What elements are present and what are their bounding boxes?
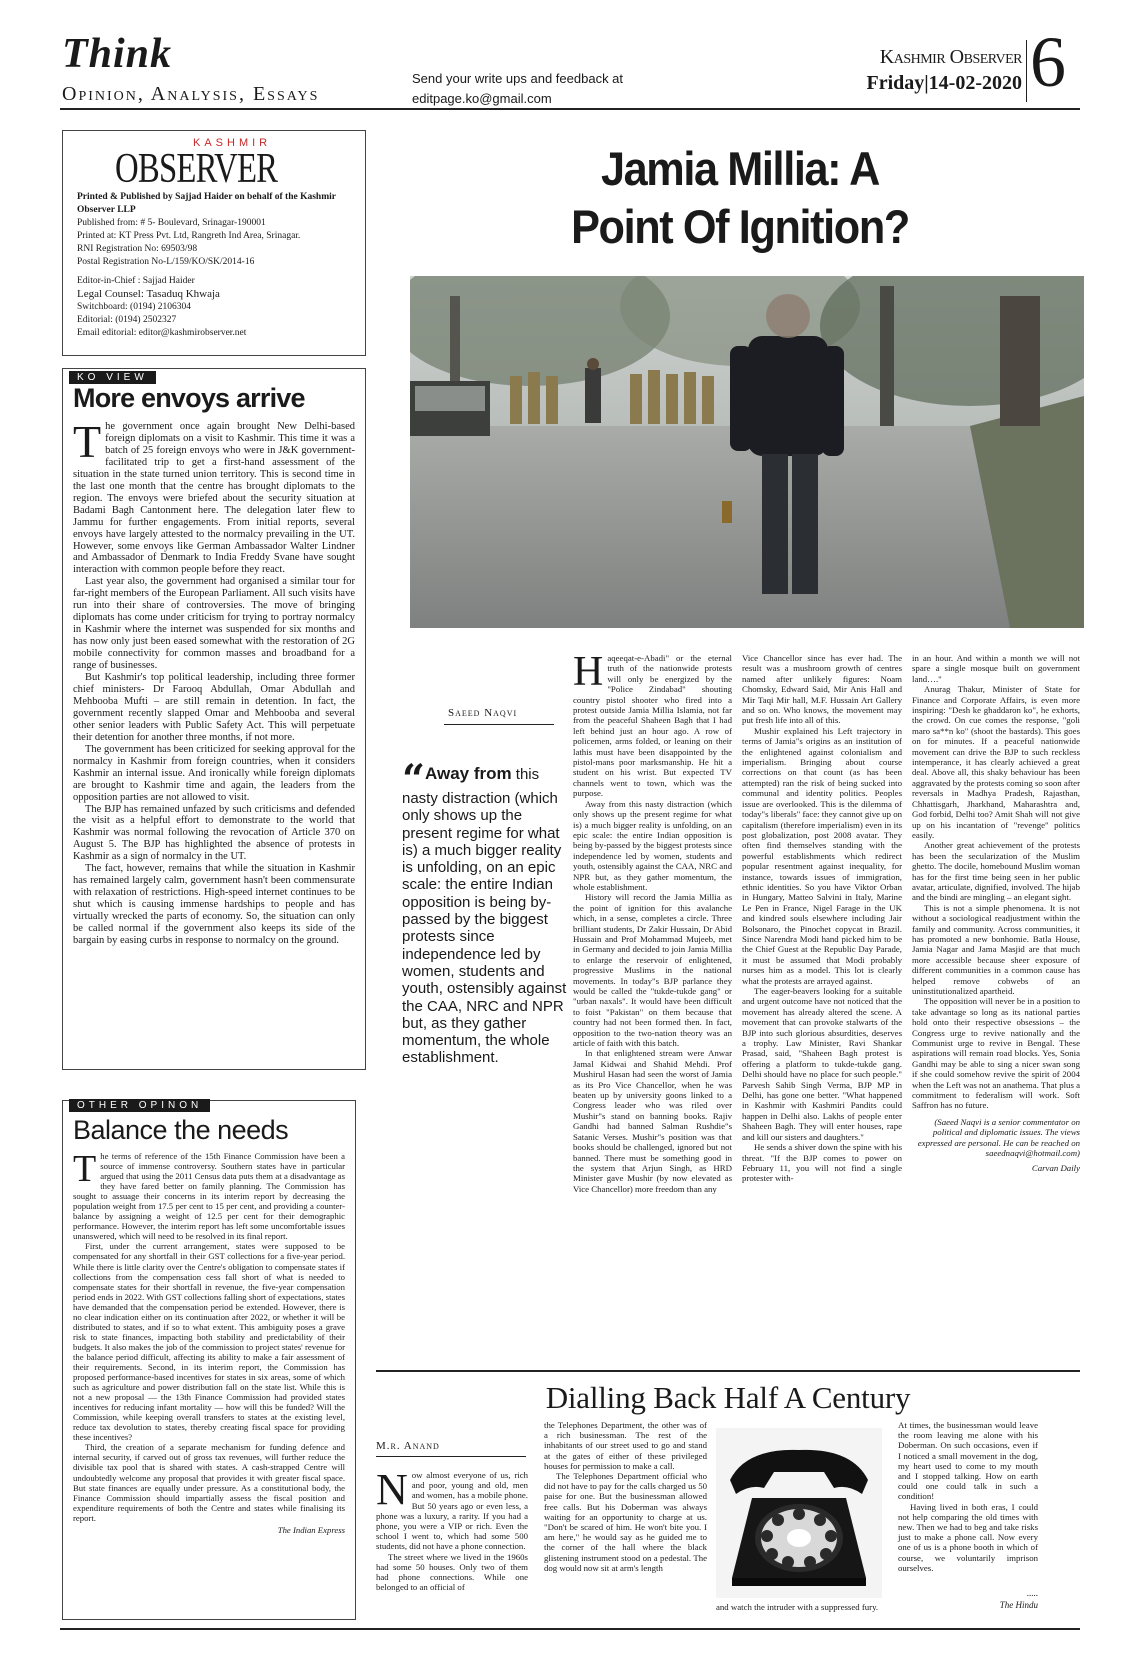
rotary-telephone-photo [716, 1428, 882, 1598]
second-column-4 [898, 1420, 1038, 1573]
lead-column-1 [573, 649, 732, 1194]
other-opinion-paragraph: Third, the creation of a separate mechanism for funding defence and internal security, if carved out of gross tax revenues, will further reduce the divisible tax pool that is shared with states. A cash-strapped Centre will undoubtedly welcome any proposal that provides it with greater fiscal space. But state finances are equally under pressure. As a constitutional body, the Finance Commission should impartially assess the fiscal position and expenditure requirements of both the Centre and states while finalising its report. [73, 1442, 345, 1523]
lead-column-2 [742, 653, 902, 1184]
second-column-3-tail: and watch the intruder with a suppressed fury. [716, 1602, 879, 1612]
ko-view-label-text: KO VIEW [69, 371, 156, 384]
lead-paragraph: The opposition will never be in a position to take advantage so long as its national parties hold onto their respective obsessions – the Congress urge to revive nationally and the Communist urge to revive in Bengal. These aspirations will remain road blocks. Yes, Sonia Gandhi may be able to sing a nicer swan song if she could somehow revive the spirit of 2004 when the Left was not an anathema. That plus a commitment to federalism will work. Soft Saffron has no future. [912, 996, 1080, 1111]
rni-number: RNI Registration No: 69503/98 [77, 244, 198, 254]
issue-date [822, 72, 1022, 95]
ko-view-body [73, 416, 355, 947]
ko-view-label [69, 365, 156, 384]
second-paragraph: Having lived in both eras, I could not help comparing the old times with new. Then we had to beg and take risks just to make a phone call. Now every one of us is a phone booth in which of course, we voluntarily imprison ourselves. [898, 1501, 1038, 1573]
ko-view-paragraph: The fact, however, remains that while the situation in Kashmir has remained largely calm, government hasn't been commensurate with relaxation of restrictions. High-speed internet continues to be shut which is causing immense hardships to people and has virtually wrecked the parts of economy. So, the situation can only be called normal if the government also keeps its side of the bargain by easing curbs in response to normalcy on the ground. [73, 863, 355, 946]
lead-paragraph: Anurag Thakur, Minister of State for Finance and Corporate Affairs, is even more inspiring: "Desh ke ghaddaron ko", he exhorts, the crowd. On cue comes the response, "goli maro sa**n ko" (shoot the bastards). This goes on for minutes. If a peaceful nationwide movement can drive the BJP to such reckless intemperance, it has clearly achieved a great deal. Above all, this shaky behaviour has been aggravated by the protests coming so soon after reversals in Madhya Pradesh, Rajasthan, Chhattisgarh, Jharkhand, Maharashtra and, God forbid, Delhi too? Amit Shah will not give up on his incantation of "revenge" politics easily. [912, 684, 1080, 840]
lead-paragraph: Another great achievement of the protests has been the secularization of the Muslim ghetto. The docile, homebound Muslim woman has for the first time being seen in her public avatar, articulate, dignified, involved. The hijab and the bindi are mingling – an elegant sight. [912, 840, 1080, 903]
page-bottom-rule [60, 1628, 1080, 1630]
switchboard-number: Switchboard: (0194) 2106304 [77, 302, 191, 312]
lead-paragraph: Away from this nasty distraction (which only shows up the present regime for what is) a much bigger reality is unfolding, on an epic scale: the entire Indian opposition is being by-passed by the biggest protests since independence led by women, students and youth, ostensibly against the CAA, NRC and NPR but, as they gather momentum, the whole establishment. [573, 798, 732, 892]
second-source: The Hindu [999, 1600, 1038, 1610]
second-paragraph: The street where we lived in the 1960s had some 50 houses. Only two of them had phone connections. While one belonged to an official of [376, 1551, 528, 1593]
header-vertical-rule [1026, 40, 1027, 102]
date-divider: | [924, 72, 929, 94]
second-column-1 [376, 1465, 528, 1593]
ko-view-paragraph: The BJP has remained unfazed by such criticisms and defended the visit as a helpful effort to demonstrate to the world that Kashmir was normal following the revocation of Article 370 on August 5. The BJP has highlighted the absence of protests in Kashmir as a sign of normalcy in the UT. [73, 803, 355, 863]
lead-headline-line-2: Point Of Ignition? [571, 200, 909, 253]
ko-view-headline: More envoys arrive [73, 383, 305, 413]
lead-paragraph: Mushir explained his Left trajectory in terms of Jamia"s origins as an institution of the enlightened against colonialism and imperialism. Bringing about course corrections on that count (as has been attempted) ran the risk of being sucked into communal and identity politics. Peoples issue are overlooked. This is the dilemma of today"s liberals" face: they cannot give up on capitalism (therefore imperialism) even in its post globalization, post 2008 avatar. They often find themselves standing with the powerful establishments which redirect popular resentment against inequality, for instance, towards issues of immigration, ethnic identities. So you have Viktor Orban in Hungary, Matteo Salvini in Italy, Marine Le Pen in France, Nigel Farage in the UK and kindred souls elsewhere including Jair Bolsonaro, the Pinochet copycat in Brazil. Since Narendra Modi hand picked him to be the Chief Guest at the Republic Day Parade, it must be assumed that Modi probably nurses him as a model. This lot is clearly what the protests are arrayed against. [742, 725, 902, 986]
lead-paragraph: History will record the Jamia Millia as the point of ignition for this avalanche which, in a sense, completes a circle. Three brilliant students, Dr Zakir Hussain, Dr Abid Hussain and Prof Mohammad Mujeeb, met in Germany and decided to join Jamia Millia to enlarge the reservoir of enlightened, progressive Muslims in the national movements. In today"s BJP parlance they would be called the "tukde-tukde gang" or "urban naxals". It would have been difficult to foist "Pakistan" on them because that country had not been formed then. In fact, opposition to the two-nation theory was an article of faith with this batch. [573, 892, 732, 1049]
masthead-details [77, 191, 355, 340]
lead-paragraph: The eager-beavers looking for a suitable and urgent outcome have not noticed that the movement has already altered the scene. A movement that can provoke stalwarts of the BJP into such glorious absurdities, deserves a trophy. Law Minister, Ravi Shankar Prasad, said, "Shaheen Bagh protest is offering a platform to tukde-tukde gang. Delhi should have no place for such people." Parvesh Sahib Singh Verma, BJP MP in Delhi, has gone one better. "What happened in Kashmir with Kashmiri Pandits could happen in Delhi also. Lakhs of people enter Shaheen Bagh. They will enter houses, rape and kill our sisters and daughters." [742, 986, 902, 1142]
section-title: Think [62, 31, 173, 77]
page-number: 6 [1030, 22, 1066, 102]
second-headline: Dialling Back Half A Century [545, 1380, 911, 1415]
section-subtitle: Opinion, Analysis, Essays [62, 83, 320, 105]
second-paragraph: the Telephones Department, the other was of a rich businessman. The rest of the inhabitants of our street used to go and stand at the gates of either of these privileged houses for permission to make a call. [544, 1420, 707, 1471]
second-paragraph: ow almost everyone of us, rich and poor, young and old, men and women, has a mobile phone. But 50 years ago or even less, a phone was a luxury, a rarity. If you had a phone, you were a VIP or rich. Even the school I went to, which had some 500 students, did not have a phone connection. [376, 1470, 528, 1552]
editorial-number: Editorial: (0194) 2502327 [77, 315, 177, 325]
observer-logo: OBSERVER [115, 146, 278, 192]
ko-view-dropcap: T [73, 416, 102, 467]
pull-quote-text: this nasty distraction (which only shows up the present regime for what is) a much bigger reality is unfolding, on an epic scale: the entire Indian opposition is being by-passed by the biggest protests since independence led by women, students and youth, ostensibly against the CAA, NRC and NPR but, as they gather momentum, the whole establishment. [402, 766, 567, 1067]
second-article-top-rule [376, 1370, 1080, 1372]
byline-rule [444, 724, 554, 725]
issue-date-value: 14-02-2020 [928, 72, 1022, 94]
lead-column-3 [912, 653, 1080, 1173]
protest-street-photo-drawing [410, 276, 1084, 628]
ko-view-paragraph: But Kashmir's top political leadership, including three former chief ministers- Dr Farooq Abdullah, Omar Abdullah and Mehbooba Mufti – are still remain in detention. In fact, the government recently slapped Omar and Mehbooba and several other senior leaders with Public Safety Act. This will perpetuate their detention for another three months, if not more. [73, 672, 355, 743]
lead-paragraph: in an hour. And within a month we will not spare a single mosque built on government land…." [912, 653, 1080, 684]
pull-quote [402, 756, 572, 1067]
ko-view-paragraph: he government once again brought New Delhi-based foreign diplomats on a visit to Kashmir. This time it was a batch of 25 foreign envoys who were in J&K government-facilitated trip to get a first-hand assessment of the situation in the state turned union territory. This is second time in the last one month that the centre has brought diplomats to the region. The envoys were briefed about the security situation at Badami Bagh Cantonment here. The delegation later flew to Jammu for further engagements. From initial reports, several envoys have largely attested to the normalcy prevailing in the UT. However, some envoys like German Ambassador Walter Lindner and Ambassador of Denmark to India Freddy Svane have sought interaction with common people before they react. [73, 421, 355, 576]
lead-author-note: (Saeed Naqvi is a senior commentator on political and diplomatic issues. The views expressed are personal. He can be reached on saeednaqvi@hotmail.com) [917, 1116, 1080, 1159]
ko-view-box [62, 368, 366, 1070]
paper-name: Kashmir Observer [879, 46, 1022, 68]
feedback-line-1: Send your write ups and feedback at [412, 71, 624, 86]
lead-dropcap: H [573, 649, 604, 695]
other-opinion-box [62, 1100, 356, 1620]
issue-day: Friday [866, 72, 925, 94]
published-from: Published from: # 5- Boulevard, Srinagar-190001 [77, 218, 266, 228]
second-end-mark: ..... [1026, 1588, 1038, 1598]
other-opinion-body [73, 1148, 345, 1535]
postal-registration: Postal Registration No-L/159/KO/SK/2014-16 [77, 257, 255, 267]
header-bottom-rule [60, 108, 1080, 110]
rotary-telephone-drawing [716, 1428, 882, 1598]
lead-paragraph: Vice Chancellor since has ever had. The result was a mushroom growth of centres named after unlikely figures: Noam Chomsky, Edward Said, Mir Anis Hall and Mir Taqi Mir hall, M.F. Hussain Art Gallery and so on. Who knows, the movement may put fresh life into all of this. [742, 653, 902, 726]
second-dropcap: N [376, 1465, 408, 1514]
editor-in-chief: Editor-in-Chief : Sajjad Haider [77, 276, 195, 286]
lead-paragraph: In that enlightened stream were Anwar Jamal Kidwai and Shahid Mehdi. Prof Mushirul Hasan had seen the worst of Jamia as its Pro Vice Chancellor, when he was beaten up by university goons linked to a Congress leader who was riled over Mushir"s stand on banning books. Rajiv Gandhi had banned Salman Rushdie"s Satanic Verses. Mushir"s position was that books should be challenged, ignored but not banned. There must be something good in the system that Arjun Singh, as HRD Minister gave Mushir (by now elevated as Vice Chancellor) more freedom than any [573, 1048, 732, 1194]
second-byline: M.r. Anand [376, 1440, 440, 1452]
legal-counsel: Legal Counsel: Tasaduq Khwaja [77, 288, 220, 300]
other-opinion-paragraph: First, under the current arrangement, states were supposed to be compensated for any shortfall in their GST collections for a five-year period. While there is little clarity over the Centre's obligation to compensate states if collections from the compensation cess fall short of what is needed to compensate states for their shortfall in revenue, the five-year compensation period ends in 2022. With GST collections falling short of expectations, states have demanded that the compensation period be extended. However, there is no clear indication either on its continuation after 2022, or whether it will be distributed to states, and if so to what extent. This ambiguity poses a grave risk to state finances, impacting both stability and predictability of their budgets. It also makes the job of the commission to project states' revenue for the balance period difficult, affecting its ability to make a fair assessment of their requirements. Second, in its interim report, the Commission has proposed performance-based incentives for states in six areas, some of which such as agriculture and power distribution fall on the state list. While this is not a new proposal — the 13th Finance Commission had provided states incentives for reducing infant mortality — how will this be funded? Will the Commission, while keeping overall transfers to states at the existing level, reduce tax devolution to states, thereby creating fiscal space for providing these incentives? [73, 1241, 345, 1443]
editorial-email[interactable]: Email editorial: editor@kashmirobserver.net [77, 328, 247, 338]
other-opinion-dropcap: T [73, 1148, 97, 1190]
printed-by: Printed & Published by Sajjad Haider on behalf of the Kashmir Observer LLP [77, 192, 336, 215]
lead-headline-line-1: Jamia Millia: A [600, 142, 880, 195]
other-opinion-paragraph: he terms of reference of the 15th Finance Commission have been a source of immense controversy. Southern states have in particular argued that using the 2011 Census data puts them at a disadvantage as they have fared better on family planning. The Commission has sought to assuage their concerns in its interim report by decreasing the population weight from 17.5 per cent to 15 per cent, and providing a counter-balance by assigning a weight of 12.5 per cent for their demographic performance. However, the interim report has left some uncomfortable issues unanswered, which will need to be resolved in its final report. [73, 1151, 345, 1242]
ko-view-paragraph: Last year also, the government had organised a similar tour for far-right members of the European Parliament. All such visits have run into their share of controversies. The move of bringing diplomats has come under criticism for trying to portray normalcy in Kashmir where the internet was suspended for six months and has now only just been eased somewhat with the restoration of 2G mobile connectivity for common masses and broadband for a range of businesses. [73, 576, 355, 672]
ko-view-paragraph: The government has been criticized for seeking approval for the normalcy in Kashmir from foreign countries, when it considers Kashmir an internal issue. And ironically while foreign diplomats are brought to Kashmir time and again, the leaders from the opposition parties are not allowed to visit. [73, 743, 355, 803]
second-paragraph: At times, the businessman would leave the room leaving me alone with his Doberman. On such occasions, even if I noticed a small movement in the dog, my heart used to come to my mouth and I stopped talking. How on earth could one could talk in such a condition! [898, 1420, 1038, 1502]
other-opinion-source: The Indian Express [277, 1524, 345, 1535]
lead-byline: Saeed Naqvi [448, 707, 518, 719]
second-paragraph: The Telephones Department official who did not have to pay for the calls charged us 50 paise for one. But the businessman allowed free calls. But his Doberman was always waiting for an opportunity to charge at us. "Don't be scared of him. He won't bite you. I am here," he would say as he guided me to the corner of the hall where the black glistening instrument stood on a pedestal. The dog would now sit at arm's length [544, 1471, 707, 1573]
other-opinion-headline: Balance the needs [73, 1115, 289, 1145]
second-column-2 [544, 1420, 707, 1573]
printed-at: Printed at: KT Press Pvt. Ltd, Rangreth Ind Area, Srinagar. [77, 231, 301, 241]
lead-paragraph: aqeeqat-e-Abadi" or the eternal truth of the nationwide protests will only be energized by the "Police Zindabad" shouting country pistol shooter who fired into a protest outside Jamia Millia Islamia, not far from the peaceful Shaheen Bagh that I had left behind just an hour ago. A row of policemen, arms folded, or leaning on their lathis must have been disappointed by the pistol-mans poor marksmanship. He hit a student on his wrist. But expected TV channels went to town, which was the purpose. [573, 653, 732, 799]
logo-small-text: KASHMIR [193, 137, 272, 149]
second-byline-rule [376, 1456, 526, 1457]
lead-source: Carvan Daily [1031, 1162, 1080, 1173]
feedback-email[interactable]: editpage.ko@gmail.com [412, 91, 552, 106]
other-opinion-label [69, 1093, 210, 1112]
lead-paragraph: This is not a simple phenomena. It is not without a sociological readjustment within the family and community. Across communities, it has promoted a new bonhomie. Batla House, Jamia Nagar and Jama Masjid are that much more accessible because sheer exposure of different communities in a common cause has helped remove cobwebs of an uninstitutionalized apartheid. [912, 902, 1080, 996]
pull-quote-lead: Away from [425, 764, 512, 783]
lead-paragraph: He sends a shiver down the spine with his threat. "If the BJP comes to power on February 11, you will not find a single protester with- [742, 1142, 902, 1184]
protest-street-photo [410, 276, 1084, 628]
masthead-box [62, 130, 366, 356]
lead-headline [492, 140, 989, 256]
quote-mark-icon: “ [402, 756, 426, 803]
other-opinion-label-text: OTHER OPINON [69, 1099, 210, 1112]
